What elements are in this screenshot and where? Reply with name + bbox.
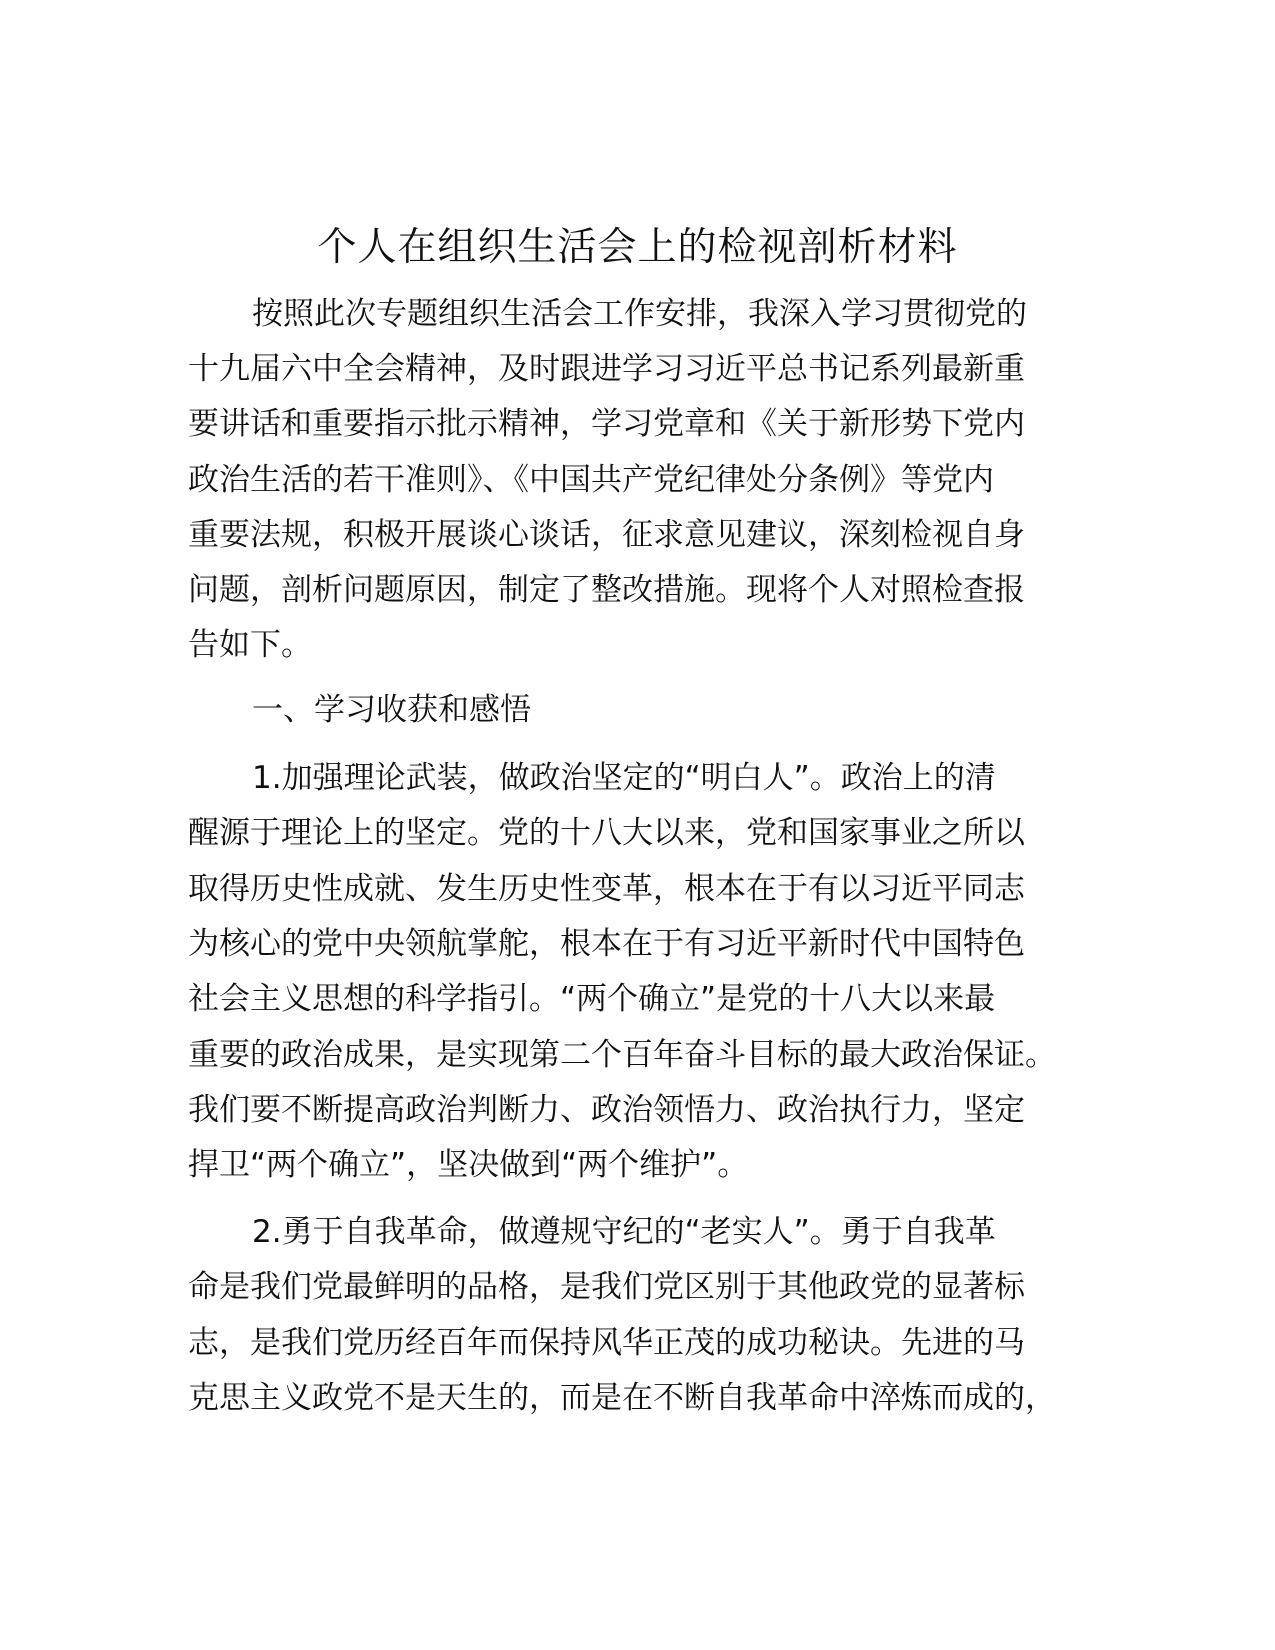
paragraph-1-line-4: 政治生活的若干准则》、《中国共产党纪律处分条例》等党内 xyxy=(188,462,994,498)
paragraph-2-line-8: 捍卫“两个确立”，坚决做到“两个维护”。 xyxy=(188,1147,749,1183)
document-title: 个人在组织生活会上的检视剖析材料 xyxy=(317,225,958,270)
paragraph-1-line-2: 十九届六中全会精神，及时跟进学习习近平总书记系列最新重 xyxy=(188,351,1025,387)
paragraph-2-line-6: 重要的政治成果，是实现第二个百年奋斗目标的最大政治保证。 xyxy=(188,1037,1056,1073)
paragraph-2-line-2: 醒源于理论上的坚定。党的十八大以来，党和国家事业之所以 xyxy=(188,815,1025,851)
paragraph-3-line-3: 志，是我们党历经百年而保持风华正茂的成功秘诀。先进的马 xyxy=(188,1325,1025,1361)
paragraph-1-line-7: 告如下。 xyxy=(188,627,312,663)
paragraph-3-line-2: 命是我们党最鲜明的品格，是我们党区别于其他政党的显著标 xyxy=(188,1269,1025,1305)
paragraph-2-line-5: 社会主义思想的科学指引。“两个确立”是党的十八大以来最 xyxy=(188,981,996,1017)
paragraph-1-line-6: 问题，剖析问题原因，制定了整改措施。现将个人对照检查报 xyxy=(188,572,1025,608)
paragraph-1-line-1: 按照此次专题组织生活会工作安排，我深入学习贯彻党的 xyxy=(252,296,1027,332)
section-heading: 一、学习收获和感悟 xyxy=(252,692,531,728)
paragraph-2-line-3: 取得历史性成就、发生历史性变革，根本在于有以习近平同志 xyxy=(188,871,1025,907)
paragraph-2-line-7: 我们要不断提高政治判断力、政治领悟力、政治执行力，坚定 xyxy=(188,1092,1025,1128)
paragraph-3-line-4: 克思主义政党不是天生的，而是在不断自我革命中淬炼而成的， xyxy=(188,1380,1056,1416)
paragraph-1-line-5: 重要法规，积极开展谈心谈话，征求意见建议，深刻检视自身 xyxy=(188,517,1025,553)
paragraph-2-line-1: 1.加强理论武装，做政治坚定的“明白人”。政治上的清 xyxy=(252,760,996,796)
paragraph-1-line-3: 要讲话和重要指示批示精神，学习党章和《关于新形势下党内 xyxy=(188,406,1025,442)
paragraph-3-line-1: 2.勇于自我革命，做遵规守纪的“老实人”。勇于自我革 xyxy=(252,1214,996,1250)
paragraph-2-line-4: 为核心的党中央领航掌舵，根本在于有习近平新时代中国特色 xyxy=(188,926,1025,962)
